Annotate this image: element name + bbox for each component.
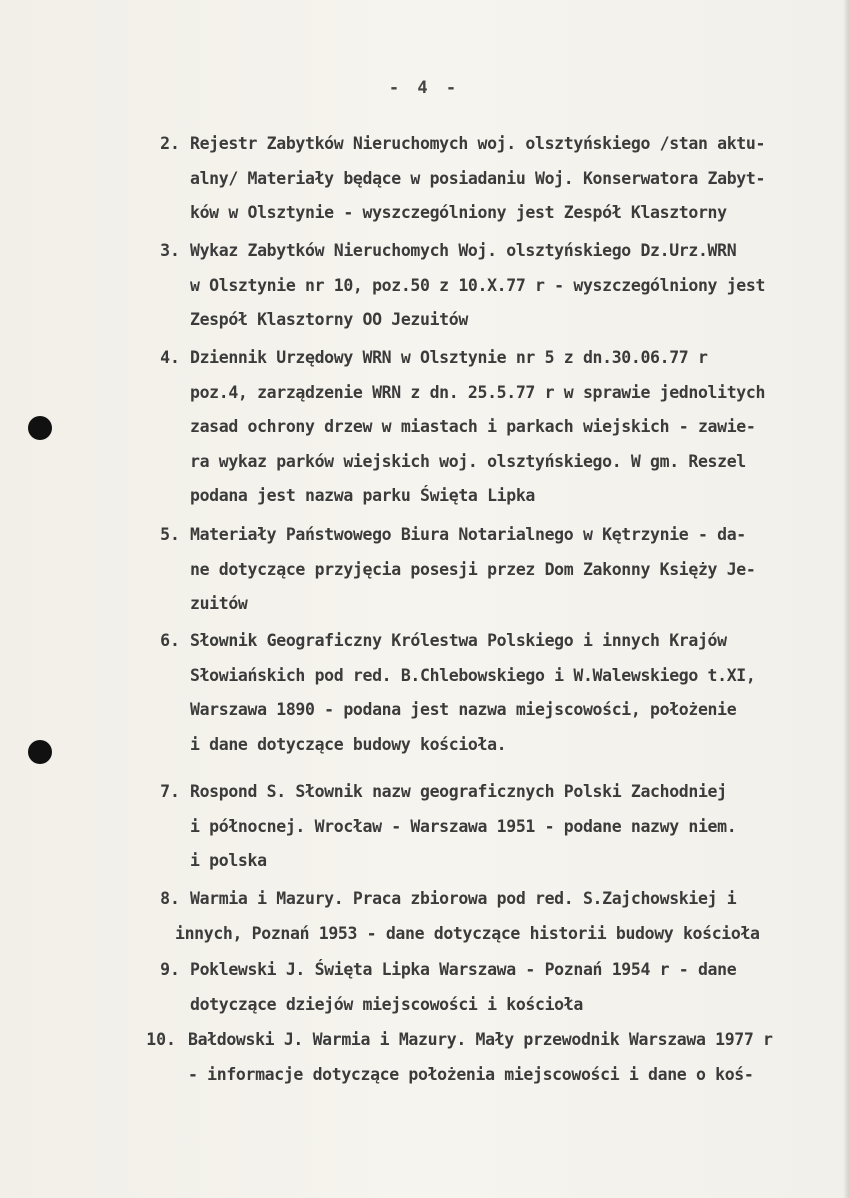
page-edge-shadow xyxy=(843,0,849,1198)
item-number: 3. xyxy=(160,241,180,260)
item-line: dotyczące dziejów miejscowości i kościoła xyxy=(190,994,583,1014)
item-line: Wykaz Zabytków Nieruchomych Woj. olsztyńskiego Dz.Urz.WRN xyxy=(190,241,737,260)
item-line: i północnej. Wrocław - Warszawa 1951 - podane nazwy niem. xyxy=(190,816,737,836)
item-line: Bałdowski J. Warmia i Mazury. Mały przewodnik Warszawa 1977 r xyxy=(188,1030,773,1049)
item-line: Zespół Klasztorny OO Jezuitów xyxy=(190,310,468,329)
item-line: w Olsztynie nr 10, poz.50 z 10.X.77 r - wyszczególniony jest xyxy=(190,275,766,295)
item-line: - informacje dotyczące położenia miejscowości i dane o koś- xyxy=(188,1064,754,1084)
item-line: Słownik Geograficzny Królestwa Polskiego i innych Krajów xyxy=(190,631,727,650)
item-line: Warszawa 1890 - podana jest nazwa miejscowości, położenie xyxy=(190,700,737,719)
item-line: Słowiańskich pod red. B.Chlebowskiego i W.Walewskiego t.XI, xyxy=(190,665,756,685)
page-number: - 4 - xyxy=(388,78,461,98)
item-line: alny/ Materiały będące w posiadaniu Woj. Konserwatora Zabyt- xyxy=(190,168,766,188)
item-line: poz.4, zarządzenie WRN z dn. 25.5.77 r w sprawie jednolitych xyxy=(190,382,766,402)
item-line: innych, Poznań 1953 - dane dotyczące historii budowy kościoła xyxy=(175,923,760,943)
item-number: 6. xyxy=(160,631,180,650)
item-number: 4. xyxy=(160,348,180,367)
item-line: podana jest nazwa parku Święta Lipka xyxy=(190,486,536,505)
punch-hole-bottom xyxy=(28,740,52,764)
item-line: Warmia i Mazury. Praca zbiorowa pod red. S.Zajchowskiej i xyxy=(190,889,737,908)
item-line: ne dotyczące przyjęcia posesji przez Dom Zakonny Księży Je- xyxy=(190,559,756,579)
punch-hole-top xyxy=(28,416,52,440)
item-number: 8. xyxy=(160,889,180,908)
item-line: Materiały Państwowego Biura Notarialnego w Kętrzynie - da- xyxy=(190,525,746,544)
item-line: Dziennik Urzędowy WRN w Olsztynie nr 5 z dn.30.06.77 r xyxy=(190,348,708,367)
item-line: zasad ochrony drzew w miastach i parkach wiejskich - zawie- xyxy=(190,417,756,436)
item-number: 7. xyxy=(160,782,180,801)
item-line: Rejestr Zabytków Nieruchomych woj. olsztyńskiego /stan aktu- xyxy=(190,134,766,153)
item-line: ra wykaz parków wiejskich woj. olsztyńskiego. W gm. Reszel xyxy=(190,451,746,471)
item-number: 9. xyxy=(160,960,180,979)
item-line: Poklewski J. Święta Lipka Warszawa - Poznań 1954 r - dane xyxy=(190,960,737,979)
item-line: Rospond S. Słownik nazw geograficznych Polski Zachodniej xyxy=(190,782,727,801)
item-line: i dane dotyczące budowy kościoła. xyxy=(190,734,507,754)
item-line: i polska xyxy=(190,851,267,870)
item-line: ków w Olsztynie - wyszczególniony jest Zespół Klasztorny xyxy=(190,203,727,222)
item-number: 2. xyxy=(160,134,180,153)
item-number: 5. xyxy=(160,525,180,544)
item-number: 10. xyxy=(146,1030,176,1049)
item-line: zuitów xyxy=(190,594,248,613)
